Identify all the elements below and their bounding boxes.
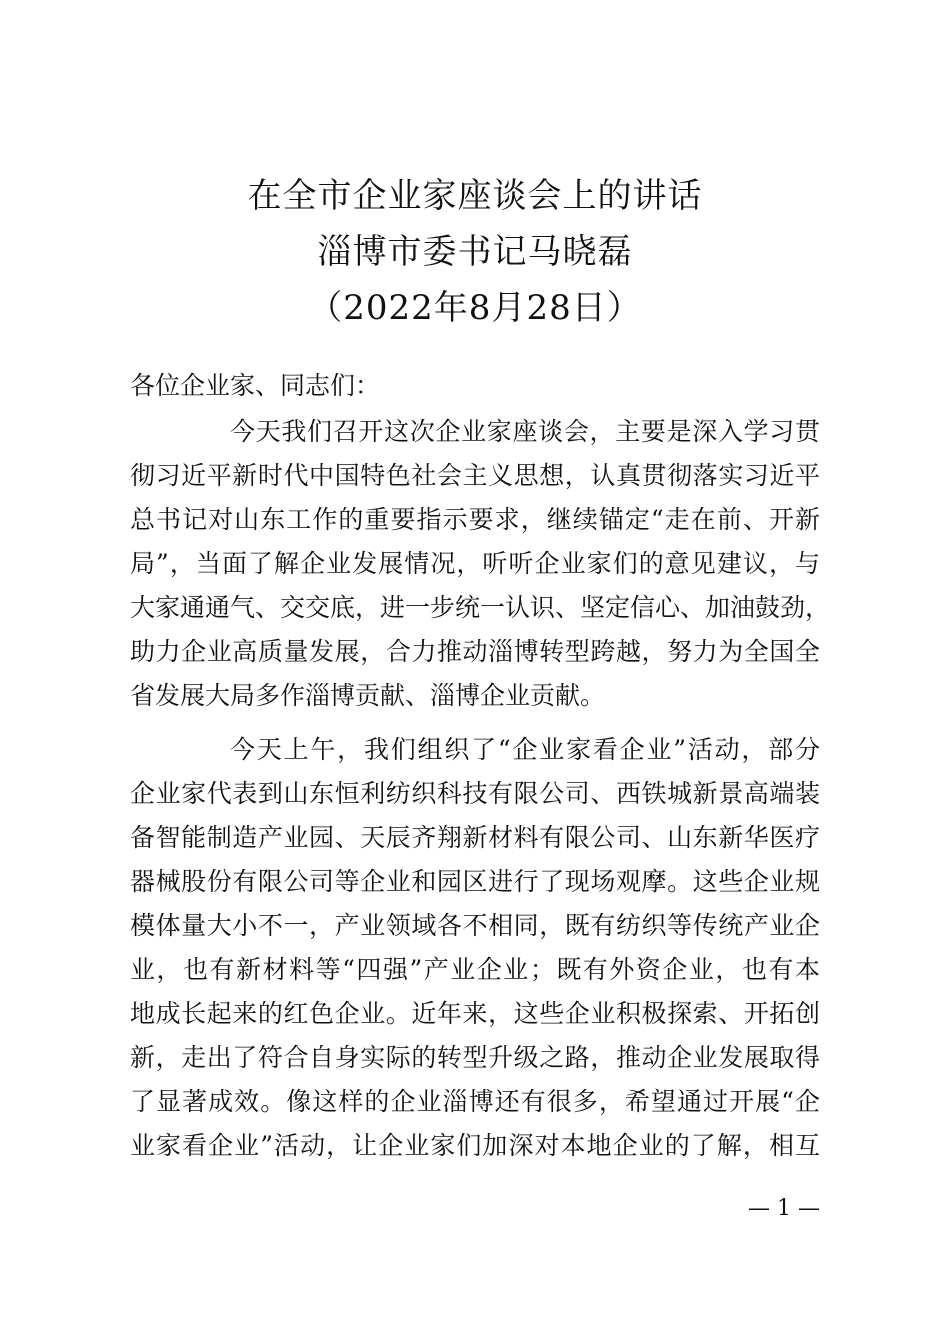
paragraph-2-line: 器械股份有限公司等企业和园区进行了现场观摩。这些企业规 [130,867,820,896]
page-number: — 1 — [748,1196,820,1221]
speech-title: 在全市企业家座谈会上的讲话 [247,176,703,216]
paragraph-2-line: 企业家代表到山东恒利纺织科技有限公司、西铁城新景高端装 [130,779,820,808]
paragraph-1-line: 总书记对山东工作的重要指示要求，继续锚定“走在前、开新 [130,505,820,534]
date-line: （2022年8月28日） [308,288,642,328]
paragraph-2-line: 了显著成效。像这样的企业淄博还有很多，希望通过开展“企 [130,1087,820,1116]
title-block [0,168,950,336]
salutation: 各位企业家、同志们： [130,371,381,400]
paragraph-2-line: 地成长起来的红色企业。近年来，这些企业积极探索、开拓创 [130,999,820,1028]
speaker-line: 淄博市委书记马晓磊 [317,232,633,272]
paragraph-2-line: 今天上午，我们组织了“企业家看企业”活动，部分 [230,735,820,764]
paragraph-1-line: 彻习近平新时代中国特色社会主义思想，认真贯彻落实习近平 [130,461,820,490]
paragraph-1-line: 大家通通气、交交底，进一步统一认识、坚定信心、加油鼓劲， [130,593,831,622]
paragraph-2-line: 业，也有新材料等“四强”产业企业；既有外资企业，也有本 [130,955,820,984]
paragraph-2-line: 业家看企业”活动，让企业家们加深对本地企业的了解，相互 [130,1131,820,1160]
paragraph-1-line: 省发展大局多作淄博贡献、淄博企业贡献。 [130,681,606,710]
paragraph-2-line: 新，走出了符合自身实际的转型升级之路，推动企业发展取得 [130,1043,820,1072]
paragraph-1-line: 局”，当面了解企业发展情况，听听企业家们的意见建议，与 [130,549,820,578]
paragraph-2-line: 模体量大小不一，产业领域各不相同，既有纺织等传统产业企 [130,911,820,940]
paragraph-2-line: 备智能制造产业园、天辰齐翔新材料有限公司、山东新华医疗 [130,823,820,852]
paragraph-1-line: 今天我们召开这次企业家座谈会，主要是深入学习贯 [230,417,820,446]
paragraph-1-line: 助力企业高质量发展，合力推动淄博转型跨越，努力为全国全 [130,637,820,666]
